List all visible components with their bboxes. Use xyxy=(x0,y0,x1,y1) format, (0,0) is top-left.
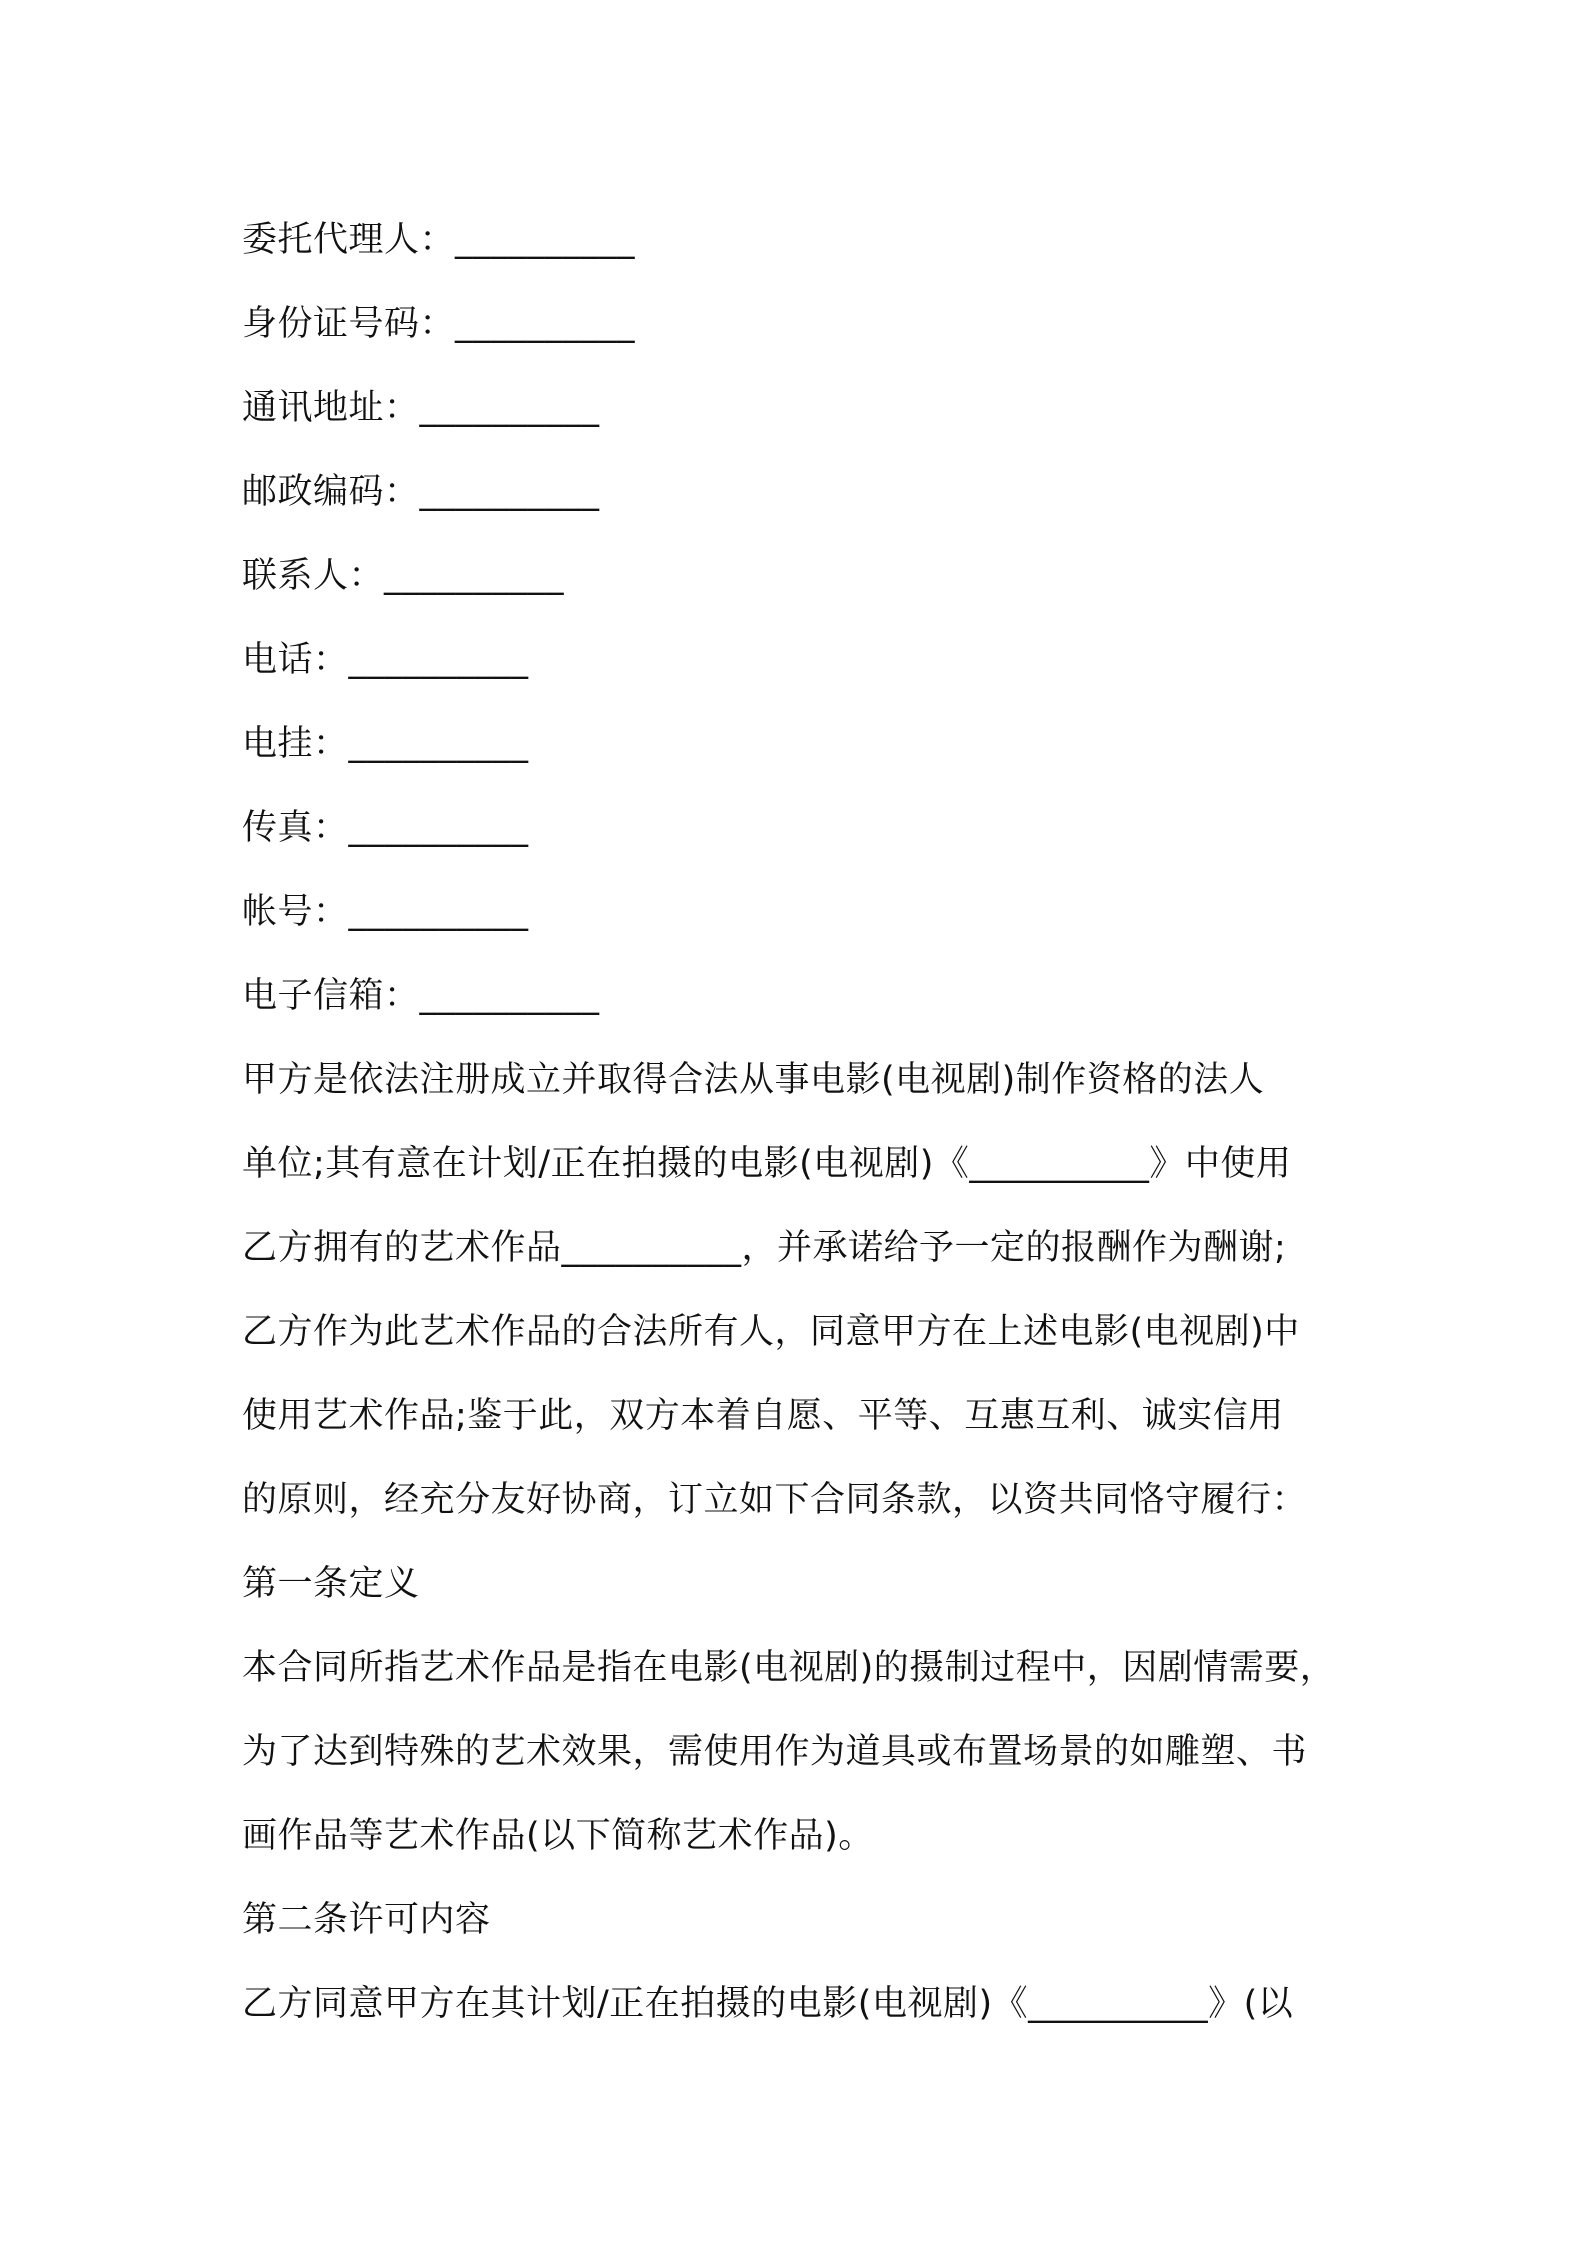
article-1-line: 画作品等艺术作品(以下简称艺术作品)。 xyxy=(242,1816,874,1856)
article-2-line: 乙方同意甲方在其计划/正在拍摄的电影(电视剧)《__________》(以 xyxy=(242,1984,1294,2024)
intro-line: 乙方拥有的艺术作品__________，并承诺给予一定的报酬作为酬谢; xyxy=(242,1228,1287,1268)
intro-line: 的原则，经充分友好协商，订立如下合同条款，以资共同恪守履行： xyxy=(242,1480,1308,1520)
field-account: 帐号：__________ xyxy=(242,892,529,932)
article-1-line: 为了达到特殊的艺术效果，需使用作为道具或布置场景的如雕塑、书 xyxy=(242,1732,1308,1772)
article-2-title: 第二条许可内容 xyxy=(242,1900,491,1940)
field-phone: 电话：__________ xyxy=(242,640,529,680)
document-body xyxy=(242,198,1402,2046)
intro-line: 单位;其有意在计划/正在拍摄的电影(电视剧)《__________》中使用 xyxy=(242,1144,1292,1184)
field-contact-person: 联系人：__________ xyxy=(242,556,565,596)
field-email: 电子信箱：__________ xyxy=(242,976,600,1016)
field-fax: 传真：__________ xyxy=(242,808,529,848)
intro-line: 使用艺术作品;鉴于此，双方本着自愿、平等、互惠互利、诚实信用 xyxy=(242,1396,1284,1436)
field-postal-code: 邮政编码：__________ xyxy=(242,472,600,512)
intro-line: 甲方是依法注册成立并取得合法从事电影(电视剧)制作资格的法人 xyxy=(242,1060,1265,1100)
field-id-number: 身份证号码：__________ xyxy=(242,304,636,344)
field-address: 通讯地址：__________ xyxy=(242,388,600,428)
article-1-title: 第一条定义 xyxy=(242,1564,420,1604)
field-agent: 委托代理人：__________ xyxy=(242,220,636,260)
article-1-line: 本合同所指艺术作品是指在电影(电视剧)的摄制过程中，因剧情需要， xyxy=(242,1648,1336,1688)
intro-line: 乙方作为此艺术作品的合法所有人，同意甲方在上述电影(电视剧)中 xyxy=(242,1312,1300,1352)
field-telegraph: 电挂：__________ xyxy=(242,724,529,764)
